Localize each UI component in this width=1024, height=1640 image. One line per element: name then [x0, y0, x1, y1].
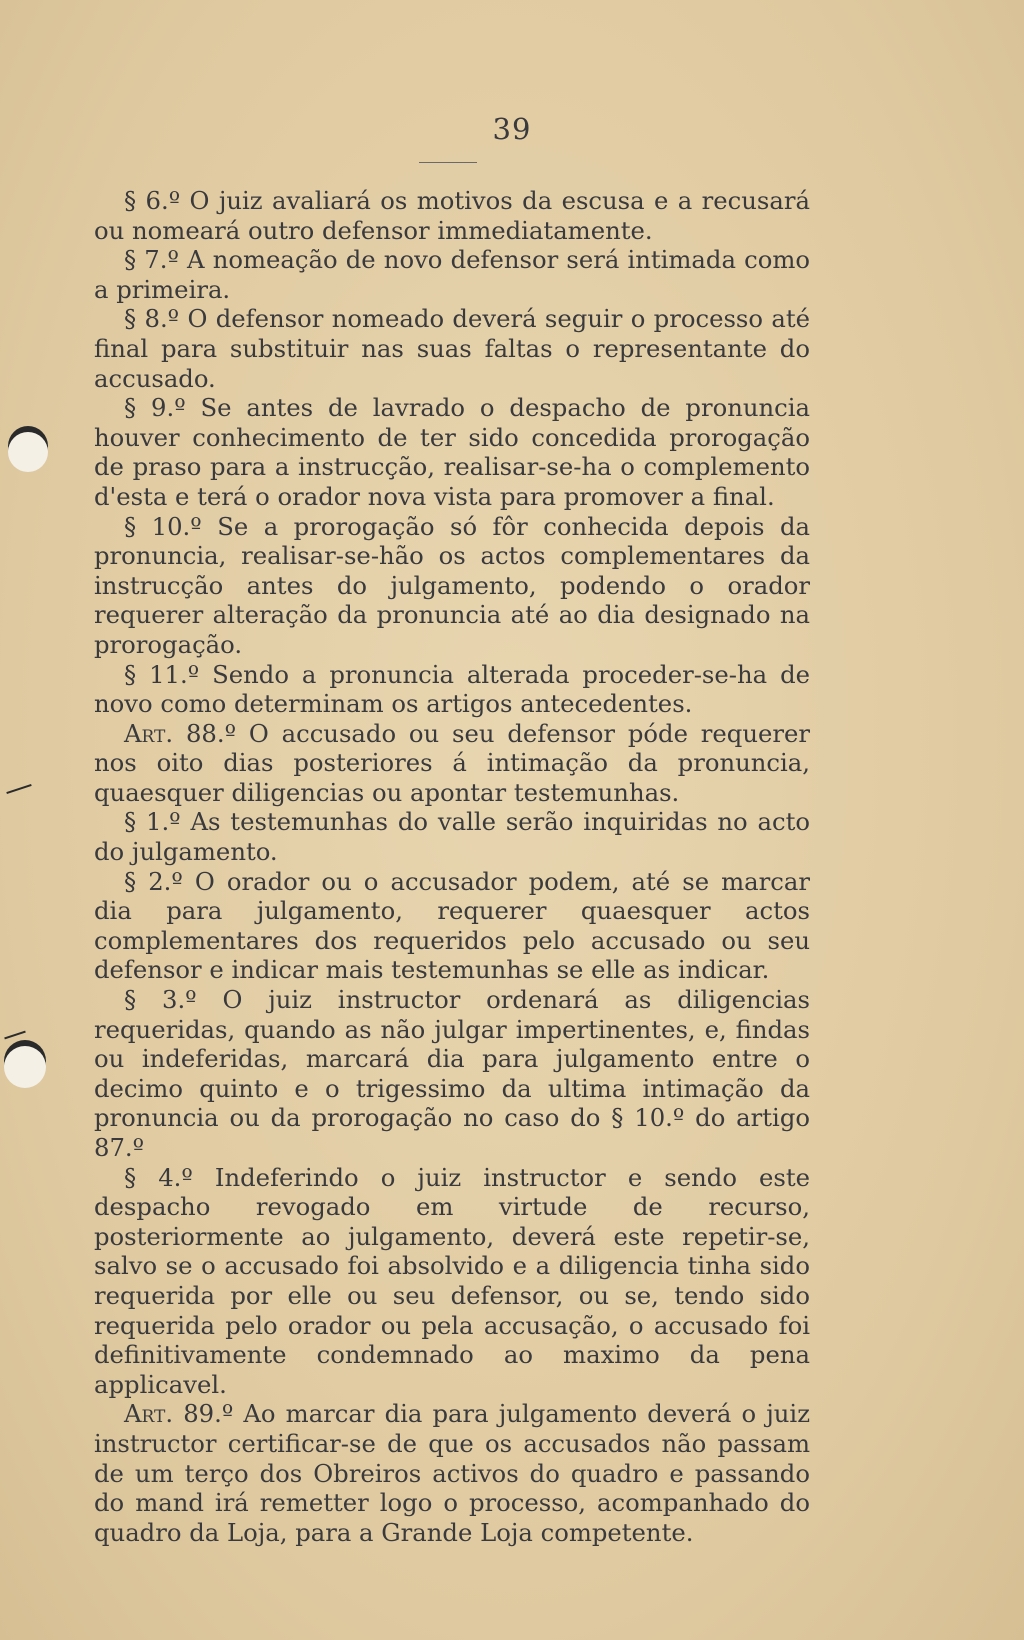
paragraph-11: § 11.º Sendo a pronuncia alterada proceder-se-ha de novo como determinam os artigos antecedentes. — [94, 659, 810, 719]
paragraph-7: § 7.º A nomeação de novo defensor será intimada como a primeira. — [94, 245, 810, 304]
article-88-paragraph-3: § 3.º O juiz instructor ordenará as diligencias requeridas, quando as não julgar impertinentes, e, findas ou indeferidas, marcará dia para julgamento entre o decimo quinto e o trigessimo da ultima intimação da pronuncia ou da prorogação no caso do § 10.º do artigo 87.º — [94, 985, 810, 1162]
paragraph-10: § 10.º Se a prorogação só fôr conhecida depois da pronuncia, realisar-se-hão os actos complementares da instrucção antes do julgamento, podendo o orador requerer alteração da pronuncia até ao dia designado na prorogação. — [94, 511, 810, 659]
binding-hole-top — [8, 432, 48, 472]
binding-hole-bottom — [4, 1046, 46, 1088]
article-88-label: Art. 88.º — [124, 718, 237, 748]
page-number: 39 — [492, 112, 532, 146]
article-89-text: Ao marcar dia para julgamento deverá o juiz instructor certificar-se de que os accusados não passam de um terço dos Obreiros activos do quadro e passando do mand irá remetter logo o processo, acompanhado do quadro da Loja, para a Grande Loja competente. — [94, 1399, 810, 1547]
margin-mark — [4, 1031, 26, 1040]
article-88-paragraph-4: § 4.º Indeferindo o juiz instructor e sendo este despacho revogado em virtude de recurso, posteriormente ao julgamento, deverá este repetir-se, salvo se o accusado foi absolvido e a diligencia tinha sido requerida por elle ou seu defensor, ou se, tendo sido requerida pelo orador ou pela accusação, o accusado foi definitivamente condemnado ao maximo da pena applicavel. — [94, 1162, 810, 1399]
paragraph-8: § 8.º O defensor nomeado deverá seguir o processo até final para substituir nas suas faltas o representante do accusado. — [94, 304, 810, 393]
header-rule — [419, 162, 477, 163]
article-89 — [94, 1399, 810, 1547]
paragraph-6: § 6.º O juiz avaliará os motivos da escusa e a recusará ou nomeará outro defensor immediatamente. — [94, 186, 810, 245]
article-88 — [94, 719, 810, 808]
article-88-text: O accusado ou seu defensor póde requerer nos oito dias posteriores á intimação da pronuncia, quaesquer diligencias ou apontar testemunhas. — [94, 718, 810, 807]
paragraph-9: § 9.º Se antes de lavrado o despacho de pronuncia houver conhecimento de ter sido concedida prorogação de praso para a instrucção, realisar-se-ha o complemento d'esta e terá o orador nova vista para promover a final. — [94, 393, 810, 511]
article-88-paragraph-2: § 2.º O orador ou o accusador podem, até se marcar dia para julgamento, requerer quaesquer actos complementares dos requeridos pelo accusado ou seu defensor e indicar mais testemunhas se elle as indicar. — [94, 866, 810, 985]
margin-mark — [6, 784, 31, 794]
article-88-paragraph-1: § 1.º As testemunhas do valle serão inquiridas no acto do julgamento. — [94, 807, 810, 867]
body-text — [94, 186, 810, 1547]
article-89-label: Art. 89.º — [124, 1399, 234, 1429]
